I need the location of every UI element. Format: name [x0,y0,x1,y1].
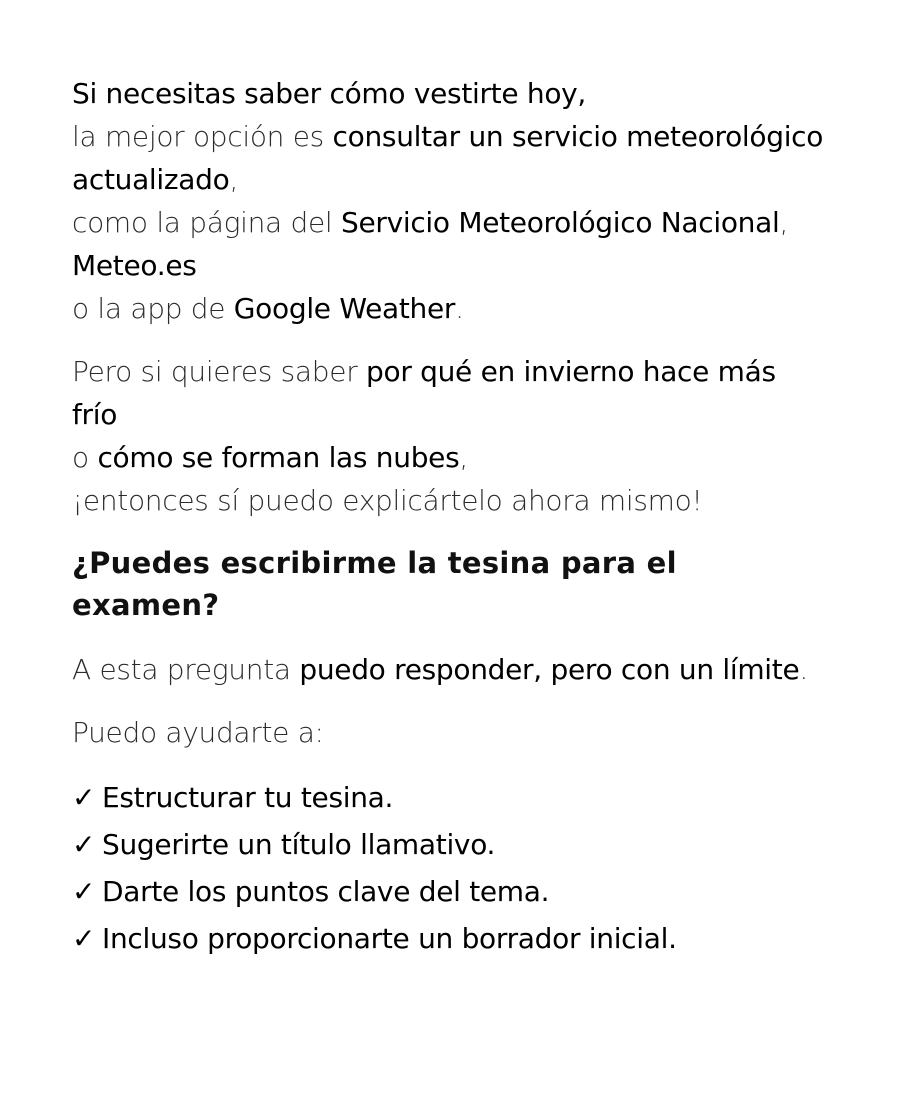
limit-paragraph: A esta pregunta puedo responder, pero con un límite. [72,653,808,686]
line-google-weather: o la app de Google Weather. [72,292,464,325]
help-intro: Puedo ayudarte a: [72,716,324,749]
check-icon: ✓ [72,828,96,861]
check-icon: ✓ [72,922,96,955]
check-icon: ✓ [72,875,96,908]
list-item: ✓ Darte los puntos clave del tema. [72,868,862,915]
list-item: ✓ Incluso proporcionarte un borrador inicial. [72,915,862,962]
line-dress-today: Si necesitas saber cómo vestirte hoy, [72,77,587,110]
line-clouds: o cómo se forman las nubes, [72,441,468,474]
heading-line-2: examen? [72,588,220,622]
thesis-question-heading [72,542,862,626]
weather-paragraph [72,72,862,330]
line-cold: frío [72,398,118,431]
help-checklist [72,774,862,962]
check-icon: ✓ [72,781,96,814]
line-updated: actualizado, [72,163,239,196]
line-national-service: como la página del Servicio Meteorológico Nacional, [72,206,789,239]
line-meteo-es: Meteo.es [72,249,197,282]
line-explain-now: ¡entonces sí puedo explicártelo ahora mismo! [72,484,703,517]
explain-paragraph [72,350,862,522]
line-why-winter: Pero si quieres saber por qué en invierno hace más [72,355,776,388]
list-item: ✓ Estructurar tu tesina. [72,774,862,821]
heading-line-1: ¿Puedes escribirme la tesina para el [72,546,677,580]
list-item: ✓ Sugerirte un título llamativo. [72,821,862,868]
line-best-option: la mejor opción es consultar un servicio meteorológico [72,120,824,153]
document-page [72,72,862,962]
